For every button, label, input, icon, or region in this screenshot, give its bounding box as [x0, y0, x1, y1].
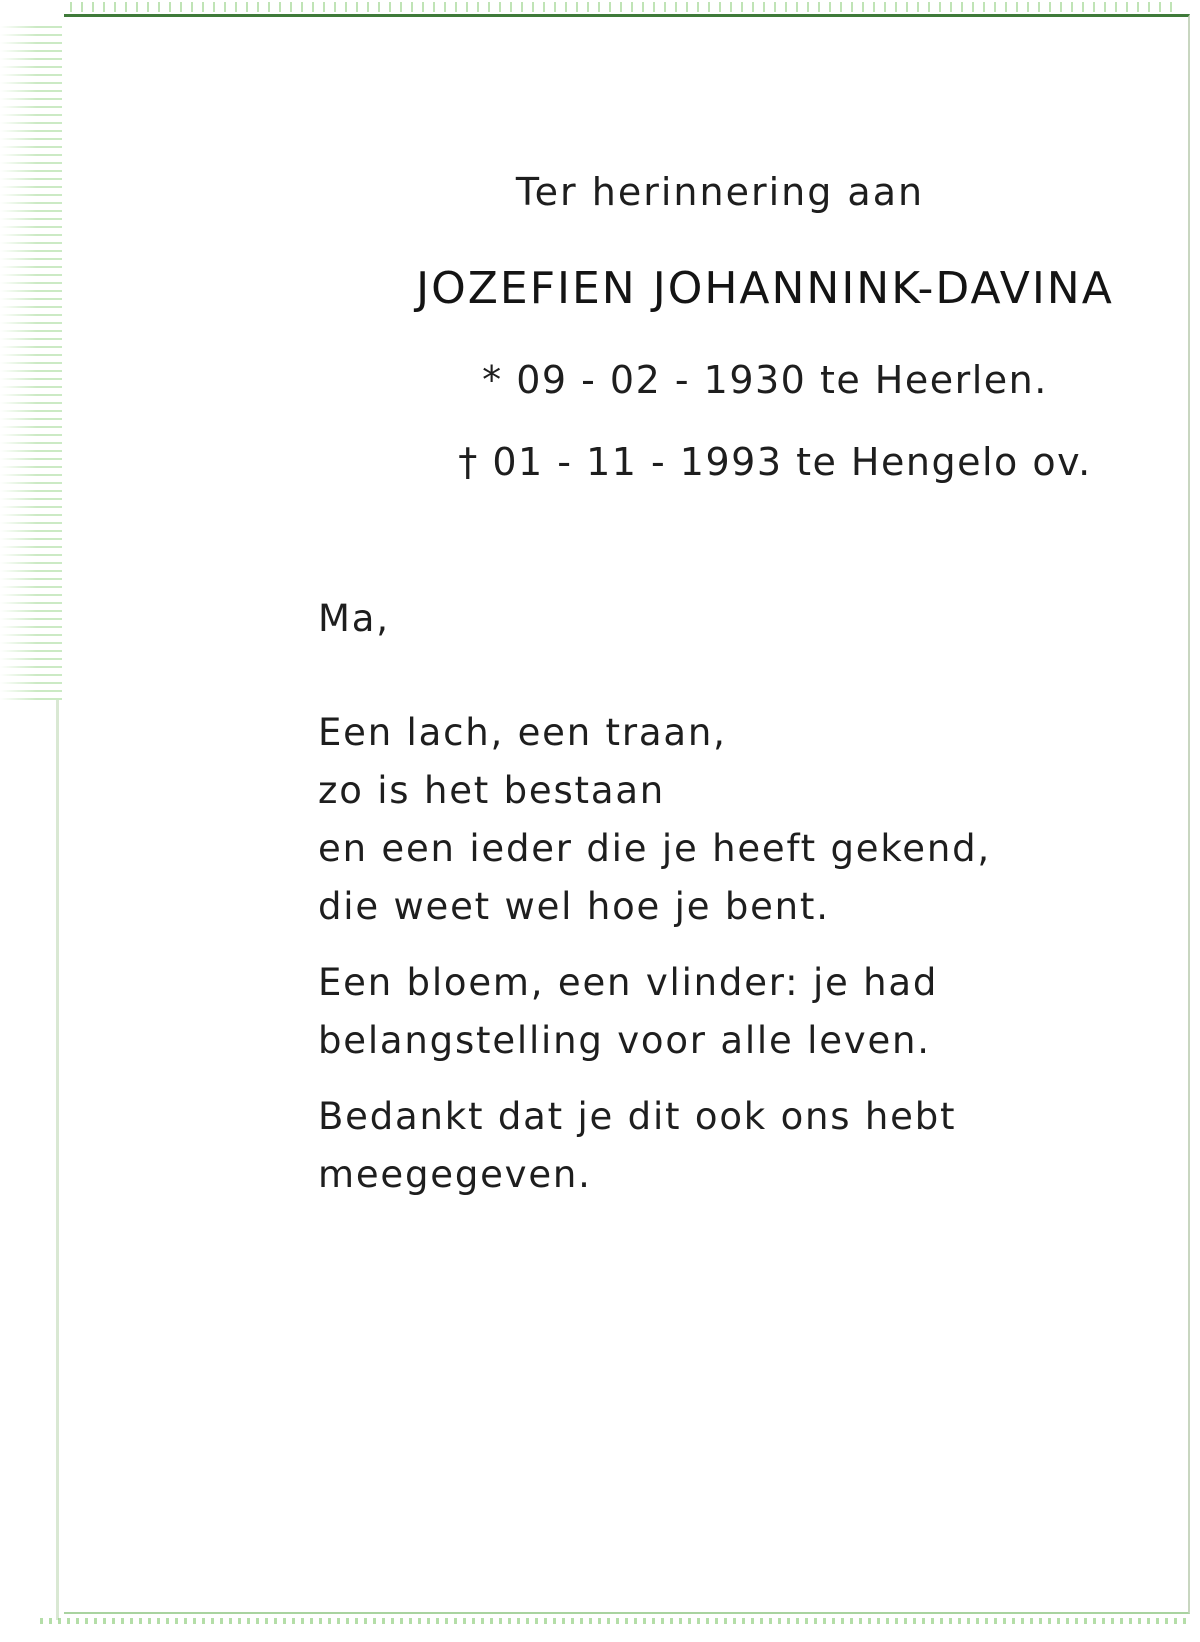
poem-line: Een lach, een traan,	[318, 711, 727, 754]
poem-stanza-2	[318, 954, 1138, 1070]
poem-line: belangstelling voor alle leven.	[318, 1019, 931, 1062]
poem-stanza-3	[318, 1088, 1138, 1204]
poem-line: Bedankt dat je dit ook ons hebt	[318, 1095, 957, 1138]
poem-salutation: Ma,	[318, 597, 390, 640]
poem-line: die weet wel hoe je bent.	[318, 885, 830, 928]
poem-line: en een ieder die je heeft gekend,	[318, 827, 991, 870]
deceased-name: JOZEFIEN JOHANNINK-DAVINA	[416, 263, 1114, 314]
scan-edge-top	[70, 2, 1180, 12]
birth-line: * 09 - 02 - 1930 te Heerlen.	[482, 358, 1048, 402]
poem-line: zo is het bestaan	[318, 769, 666, 812]
poem-line: Een bloem, een vlinder: je had	[318, 961, 939, 1004]
scan-edge-bottom	[40, 1618, 1190, 1624]
scan-edge-left-line	[56, 700, 59, 1620]
poem-line: meegegeven.	[318, 1153, 592, 1196]
poem	[318, 590, 1138, 1204]
scan-edge-left	[0, 20, 62, 700]
memorial-intro: Ter herinnering aan	[515, 170, 925, 214]
death-line: † 01 - 11 - 1993 te Hengelo ov.	[458, 440, 1092, 484]
poem-stanza-1	[318, 704, 1138, 936]
